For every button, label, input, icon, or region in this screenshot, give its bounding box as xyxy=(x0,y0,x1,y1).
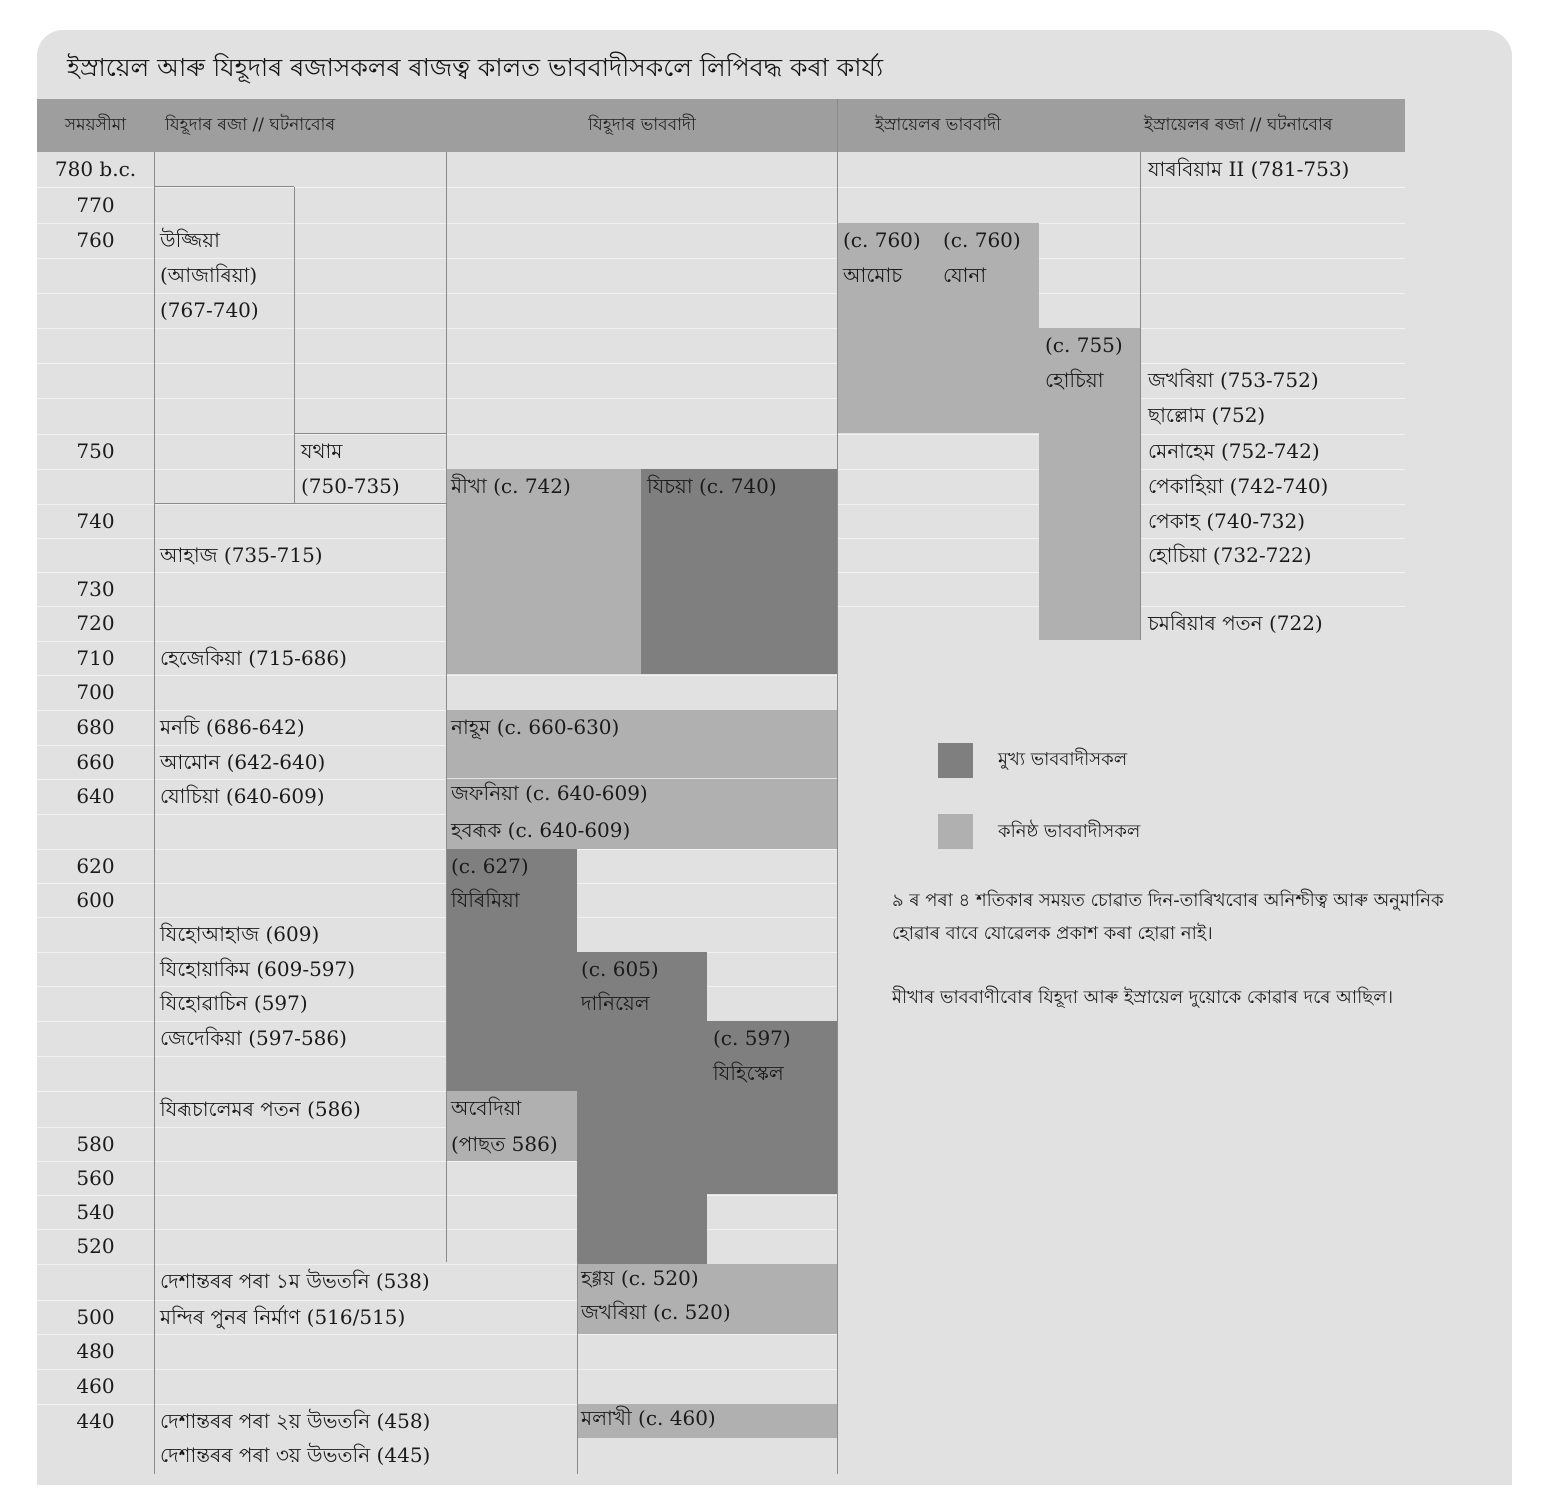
year-label xyxy=(37,1021,154,1056)
prophet-zephaniah: জফনিয়া (c. 640-609) xyxy=(451,781,648,805)
prophet-malachi: মলাখী (c. 460) xyxy=(581,1406,716,1430)
row-divider xyxy=(37,1369,837,1370)
year-label: 710 xyxy=(76,646,115,670)
prophet-daniel: দানিয়েল xyxy=(581,991,650,1015)
year-label xyxy=(37,986,154,1021)
king-ahaz: আহাজ (735-715) xyxy=(160,543,323,567)
king-uzziah-dates: (767-740) xyxy=(160,298,259,322)
prophet-amos-date: (c. 760) xyxy=(843,228,921,252)
prophet-haggai: হগ্গয় (c. 520) xyxy=(581,1266,699,1290)
year-label xyxy=(37,293,154,328)
king-jotham: যথাম xyxy=(301,439,343,463)
prophet-zechariah: জখৰিয়া (c. 520) xyxy=(581,1300,731,1324)
year-label xyxy=(37,952,154,986)
divider-judah xyxy=(446,152,447,1262)
israel-king-pekah: পেকাহ (740-732) xyxy=(1148,509,1306,533)
king-jehoiakim: যিহোয়াকিম (609-597) xyxy=(160,957,356,981)
year-label: 730 xyxy=(76,577,115,601)
event-samaria-fall: চমৰিয়াৰ পতন (722) xyxy=(1148,611,1323,635)
row-divider xyxy=(37,675,837,676)
year-label xyxy=(37,538,154,572)
king-amon: আমোন (642-640) xyxy=(160,750,326,774)
year-label: 700 xyxy=(76,680,115,704)
year-label: 480 xyxy=(76,1339,115,1363)
prophet-ezekiel-date: (c. 597) xyxy=(713,1026,791,1050)
year-label xyxy=(37,1091,154,1127)
year-label xyxy=(37,1056,154,1091)
event-return-1: দেশান্তৰৰ পৰা ১ম উভতনি (538) xyxy=(160,1269,430,1293)
event-temple-rebuild: মন্দিৰ পুনৰ নিৰ্মাণ (516/515) xyxy=(160,1305,406,1329)
legend-major-label: মুখ্য ভাববাদীসকল xyxy=(998,749,1128,770)
year-label: 580 xyxy=(76,1132,115,1156)
note-micah: মীখাৰ ভাববাণীবোৰ যিহূদা আৰু ইস্ৰায়েল দুয়োকে কোৱাৰ দৰে আছিল। xyxy=(892,987,1394,1008)
divider-period xyxy=(154,152,155,1474)
year-label: 600 xyxy=(76,888,115,912)
year-label: 740 xyxy=(76,509,115,533)
legend-minor-label: কনিষ্ঠ ভাববাদীসকল xyxy=(998,821,1141,842)
year-label: 660 xyxy=(76,750,115,774)
prophet-jeremiah: যিৰিমিয়া xyxy=(451,888,520,912)
row-divider xyxy=(37,223,1405,224)
year-label: 640 xyxy=(76,784,115,808)
year-label xyxy=(37,328,154,363)
row-divider xyxy=(37,883,837,884)
row-divider xyxy=(37,328,1405,329)
header-period: সময়সীমা xyxy=(64,115,127,135)
israel-king-menahem: মেনাহেম (752-742) xyxy=(1148,439,1320,463)
year-label: 760 xyxy=(76,228,115,252)
year-label: 460 xyxy=(76,1374,115,1398)
divider-center xyxy=(837,99,838,1474)
israel-king-shallum: ছাল্লোম (752) xyxy=(1148,403,1266,427)
israel-king-zechariah: জখৰিয়া (753-752) xyxy=(1148,368,1319,392)
king-manasseh: মনচি (686-642) xyxy=(160,715,305,739)
note-dates: ৯ ৰ পৰা ৪ শতিকাৰ সময়ত চোৱাত দিন-তাৰিখবোৰ অনিশ্চীত্ব আৰু অনুমানিক হোৱাৰ বাবে যোৱেলক প্ৰকাশ কৰা হোৱা নাই। xyxy=(892,890,1444,944)
event-return-2: দেশান্তৰৰ পৰা ২য় উভতনি (458) xyxy=(160,1409,431,1433)
header-israel-kings: ইস্ৰায়েলৰ ৰজা // ঘটনাবোৰ xyxy=(1144,115,1333,135)
king-hezekiah: হেজেকিয়া (715-686) xyxy=(160,646,347,670)
year-label: 540 xyxy=(76,1200,115,1224)
row-divider xyxy=(37,917,837,918)
prophet-daniel-date: (c. 605) xyxy=(581,957,659,981)
nahum-bar-2 xyxy=(446,744,837,778)
row-divider xyxy=(37,1229,837,1230)
event-jerusalem-fall: যিৰূচালেমৰ পতন (586) xyxy=(160,1097,361,1121)
king-uzziah-alt: (আজাৰিয়া) xyxy=(160,263,258,287)
king-uzziah: উজ্জিয়া xyxy=(160,228,220,252)
prophet-ezekiel: যিহিস্কেল xyxy=(713,1061,784,1085)
king-jehoahaz: যিহোআহাজ (609) xyxy=(160,922,320,946)
prophet-obadiah: অবেদিয়া xyxy=(451,1096,522,1120)
timeline-card xyxy=(37,30,1512,1485)
israel-king-hoshea: হোচিয়া (732-722) xyxy=(1148,543,1312,567)
year-label xyxy=(37,1264,154,1300)
row-divider xyxy=(37,952,837,953)
year-label xyxy=(37,258,154,293)
israel-king-jeroboam: যাৰবিয়াম II (781-753) xyxy=(1148,157,1350,181)
divider-uzziah-jotham xyxy=(294,187,295,503)
king-jotham-dates: (750-735) xyxy=(301,474,400,498)
prophet-hosea-date: (c. 755) xyxy=(1045,333,1123,357)
prophet-micah: মীখা (c. 742) xyxy=(451,474,571,498)
row-divider xyxy=(37,187,1405,188)
year-label: 720 xyxy=(76,611,115,635)
page-title: ইস্রায়েল আৰু যিহূদাৰ ৰজাসকলৰ ৰাজত্ব কালত ভাববাদীসকলে লিপিবদ্ধ কৰা কাৰ্য্য xyxy=(67,53,884,82)
row-divider xyxy=(37,849,837,850)
jotham-bottom-line xyxy=(154,503,446,504)
king-josiah: যোচিয়া (640-609) xyxy=(160,784,325,808)
legend-major-swatch xyxy=(938,743,973,778)
header-judah-kings: যিহূদাৰ ৰজা // ঘটনাবোৰ xyxy=(165,115,336,135)
prophet-isaiah: যিচয়া (c. 740) xyxy=(647,474,777,498)
prophet-amos: আমোচ xyxy=(843,263,903,287)
prophet-habakkuk: হবৰূক (c. 640-609) xyxy=(451,818,631,842)
king-jehoiachin: যিহোৱাচিন (597) xyxy=(160,991,308,1015)
year-label xyxy=(37,469,154,504)
prophet-jonah: যোনা xyxy=(943,263,987,287)
prophet-jeremiah-date: (c. 627) xyxy=(451,854,529,878)
year-label: 500 xyxy=(76,1305,115,1329)
year-label: 750 xyxy=(76,439,115,463)
year-label xyxy=(37,363,154,398)
year-label: 520 xyxy=(76,1234,115,1258)
year-label: 560 xyxy=(76,1166,115,1190)
row-divider xyxy=(37,986,837,987)
header-israel-prophets: ইস্রায়েলৰ ভাববাদী xyxy=(874,115,1002,135)
prophet-hosea: হোচিয়া xyxy=(1045,368,1104,392)
year-label xyxy=(37,814,154,849)
king-zedekiah: জেদেকিয়া (597-586) xyxy=(160,1026,347,1050)
legend-minor-swatch xyxy=(938,814,973,849)
year-label xyxy=(37,398,154,434)
prophet-obadiah-date: (পাছত 586) xyxy=(451,1132,558,1156)
year-label: 620 xyxy=(76,854,115,878)
row-divider xyxy=(37,1195,837,1196)
prophet-jonah-date: (c. 760) xyxy=(943,228,1021,252)
header-judah-prophets: যিহূদাৰ ভাববাদী xyxy=(588,115,696,135)
year-label xyxy=(37,917,154,952)
divider-israel xyxy=(1140,152,1141,640)
divider-post-exile xyxy=(577,1262,578,1474)
prophet-nahum: নাহূম (c. 660-630) xyxy=(451,715,620,739)
row-divider xyxy=(37,1334,837,1335)
year-label: 770 xyxy=(76,193,115,217)
event-return-3: দেশান্তৰৰ পৰা ৩য় উভতনি (445) xyxy=(160,1443,431,1467)
year-label: 780 b.c. xyxy=(54,157,137,181)
year-label: 680 xyxy=(76,715,115,739)
israel-king-pekahiah: পেকাহিয়া (742-740) xyxy=(1148,474,1329,498)
year-label: 440 xyxy=(76,1409,115,1433)
uzziah-top-line xyxy=(154,186,294,187)
